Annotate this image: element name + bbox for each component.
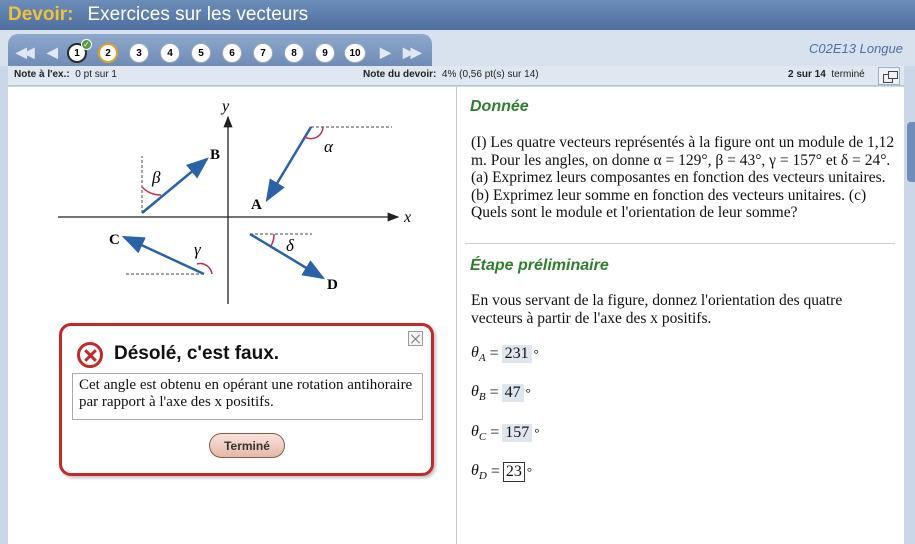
beta-arc (142, 187, 161, 195)
score-bar (8, 66, 904, 86)
vector-figure (48, 91, 448, 306)
expand-window-icon[interactable] (878, 67, 900, 85)
gamma-label: γ (194, 240, 201, 259)
done-button[interactable]: Terminé (209, 433, 285, 458)
answer-row-b: $\theta_B$ = 47 ° (471, 383, 531, 404)
answer-c-subscript: C (478, 431, 487, 444)
answer-row-a: $\theta_A$ = 231 ° (471, 344, 539, 365)
question-tab-9[interactable]: 9 (315, 43, 335, 63)
exercise-score-label: Note à l'ex.: (14, 69, 70, 80)
delta-arc (271, 234, 274, 246)
pane-divider (456, 87, 457, 544)
y-axis-label: y (222, 98, 230, 115)
answer-c-field[interactable]: 157 (502, 424, 532, 442)
given-title: Donnée (470, 98, 529, 115)
answer-b-subscript: B (478, 391, 486, 404)
last-question-icon[interactable]: ▶▶ (403, 44, 419, 60)
question-tabs (8, 34, 432, 66)
exercise-score-value: 0 pt sur 1 (75, 69, 117, 80)
answer-b-field[interactable]: 47 (502, 384, 524, 402)
question-tab-6[interactable]: 6 (222, 43, 242, 63)
preliminary-title: Étape préliminaire (470, 257, 609, 274)
given-text: (I) Les quatre vecteurs représentés à la figure ont un module de 1,12 m. Pour les angles, on donne α = 129°, β = 43°, γ = 157° et δ = 24°. (a) Exprimez leurs composantes en fonction des vecteurs unitaires. (b) Exprimez leur somme en fonction des vecteurs unitaires. (c) Quels sont le module et l'orientation de leur somme? (471, 134, 895, 221)
question-tab-1[interactable]: 1 (67, 43, 87, 63)
vector-c (124, 237, 204, 274)
beta-label: β (152, 168, 161, 187)
popup-message: Cet angle est obtenu en opérant une rotation antihoraire par rapport à l'axe des x positifs. (72, 373, 423, 420)
answer-row-c: $\theta_C$ = 157 ° (471, 423, 540, 444)
section-separator (465, 243, 895, 244)
question-tab-8[interactable]: 8 (284, 43, 304, 63)
progress-count: 2 sur 14 (788, 69, 826, 80)
question-tab-2[interactable]: 2 (98, 43, 118, 63)
next-question-icon[interactable]: ▶ (380, 44, 388, 60)
error-popup (59, 323, 434, 476)
answer-d-field[interactable]: 23 (503, 462, 525, 482)
homework-score-label: Note du devoir: (363, 69, 437, 80)
vector-c-label: C (109, 232, 120, 248)
x-axis-label: x (404, 209, 412, 226)
question-tab-5[interactable]: 5 (191, 43, 211, 63)
answer-a-subscript: A (478, 352, 486, 365)
answer-a-field[interactable]: 231 (502, 345, 532, 363)
prev-question-icon[interactable]: ◀ (47, 44, 55, 60)
preliminary-text: En vous servant de la figure, donnez l'orientation des quatre vecteurs à partir de l'axe des x positifs. (471, 292, 843, 327)
vector-d-label: D (327, 277, 338, 293)
vector-a (267, 127, 311, 200)
question-tab-10[interactable]: 10 (344, 43, 366, 63)
exercise-code: C02E13 Longue (809, 41, 903, 56)
close-icon[interactable] (408, 331, 423, 346)
question-nav (0, 30, 915, 66)
header-prefix: Devoir: (8, 4, 74, 25)
answer-d-subscript: D (478, 470, 487, 483)
delta-label: δ (286, 236, 294, 255)
error-icon (77, 342, 103, 368)
question-status-icon: ✓ (81, 39, 92, 50)
question-tab-4[interactable]: 4 (160, 43, 180, 63)
vector-b-label: B (210, 147, 221, 163)
alpha-label: α (324, 137, 333, 156)
title-bar (0, 0, 915, 30)
homework-score-value: 4% (0,56 pt(s) sur 14) (441, 69, 539, 80)
answer-row-d: $\theta_D$ = 23 ° (471, 462, 533, 483)
page-title: Exercices sur les vecteurs (87, 4, 309, 25)
question-tab-3[interactable]: 3 (129, 43, 149, 63)
first-question-icon[interactable]: ◀◀ (16, 44, 32, 60)
vector-a-label: A (251, 197, 262, 213)
side-scroll-handle[interactable] (907, 122, 915, 182)
popup-title: Désolé, c'est faux. (114, 343, 280, 364)
question-tab-7[interactable]: 7 (253, 43, 273, 63)
side-scroll (904, 87, 915, 544)
progress-status: terminé (831, 69, 865, 80)
